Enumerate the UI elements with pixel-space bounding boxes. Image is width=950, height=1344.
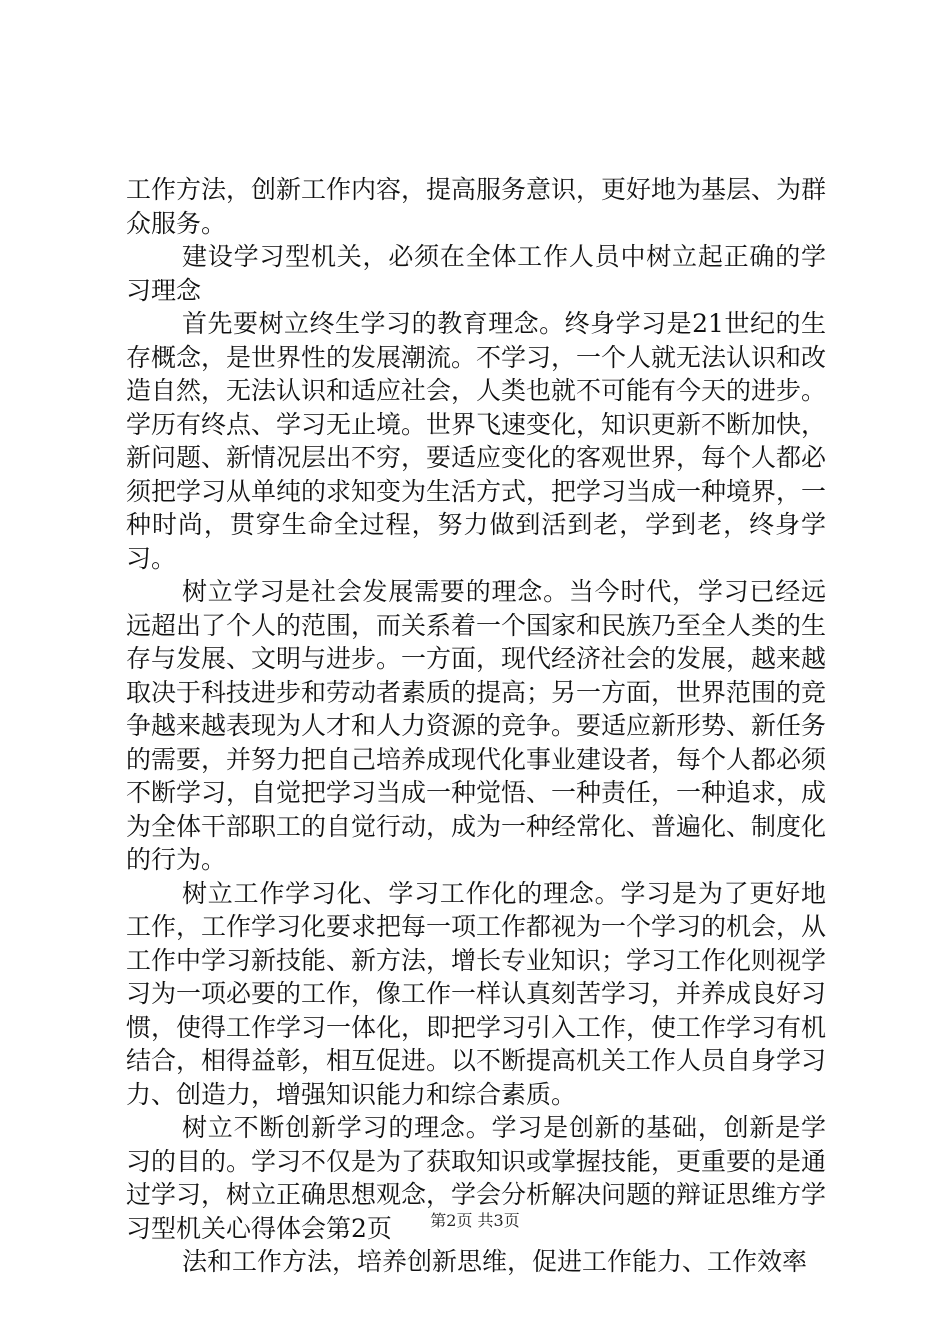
paragraph-6: 树立不断创新学习的理念。学习是创新的基础，创新是学习的目的。学习不仅是为了获取知识或掌握技能，更重要的是通过学习，树立正确思想观念，学会分析解决问题的辩证思维方学习型机关心得体会第2页 — [126, 1113, 827, 1243]
paragraph-7: 法和工作方法，培养创新思维，促进工作能力、工作效率 — [182, 1247, 808, 1276]
page-number-footer: 第2页 共3页 — [430, 1211, 520, 1230]
paragraph-3: 首先要树立终生学习的教育理念。终身学习是21世纪的生存概念，是世界性的发展潮流。不学习，一个人就无法认识和改造自然，无法认识和适应社会，人类也就不可能有今天的进步。学历有终点、学习无止境。世界飞速变化，知识更新不断加快，新问题、新情况层出不穷，要适应变化的客观世界，每个人都必须把学习从单纯的求知变为生活方式，把学习当成一种境界，一种时尚，贯穿生命全过程，努力做到活到老，学到老，终身学习。 — [126, 309, 827, 573]
paragraph-4: 树立学习是社会发展需要的理念。当今时代，学习已经远远超出了个人的范围，而关系着一个国家和民族乃至全人类的生存与发展、文明与进步。一方面，现代经济社会的发展，越来越取决于科技进步和劳动者素质的提高；另一方面，世界范围的竞争越来越表现为人才和人力资源的竞争。要适应新形势、新任务的需要，并努力把自己培养成现代化事业建设者，每个人都必须不断学习，自觉把学习当成一种觉悟、一种责任，一种追求，成为全体干部职工的自觉行动，成为一种经常化、普遍化、制度化的行为。 — [126, 577, 827, 874]
paragraph-2: 建设学习型机关，必须在全体工作人员中树立起正确的学习理念 — [126, 242, 826, 305]
paragraph-5: 树立工作学习化、学习工作化的理念。学习是为了更好地工作，工作学习化要求把每一项工作都视为一个学习的机会，从工作中学习新技能、新方法，增长专业知识；学习工作化则视学习为一项必要的工作，像工作一样认真刻苦学习，并养成良好习惯，使得工作学习一体化，即把学习引入工作，使工作学习有机结合，相得益彰，相互促进。以不断提高机关工作人员自身学习力、创造力，增强知识能力和综合素质。 — [126, 878, 827, 1109]
paragraph-1: 工作方法，创新工作内容，提高服务意识，更好地为基层、为群众服务。 — [126, 175, 827, 238]
body-text — [126, 173, 826, 1279]
